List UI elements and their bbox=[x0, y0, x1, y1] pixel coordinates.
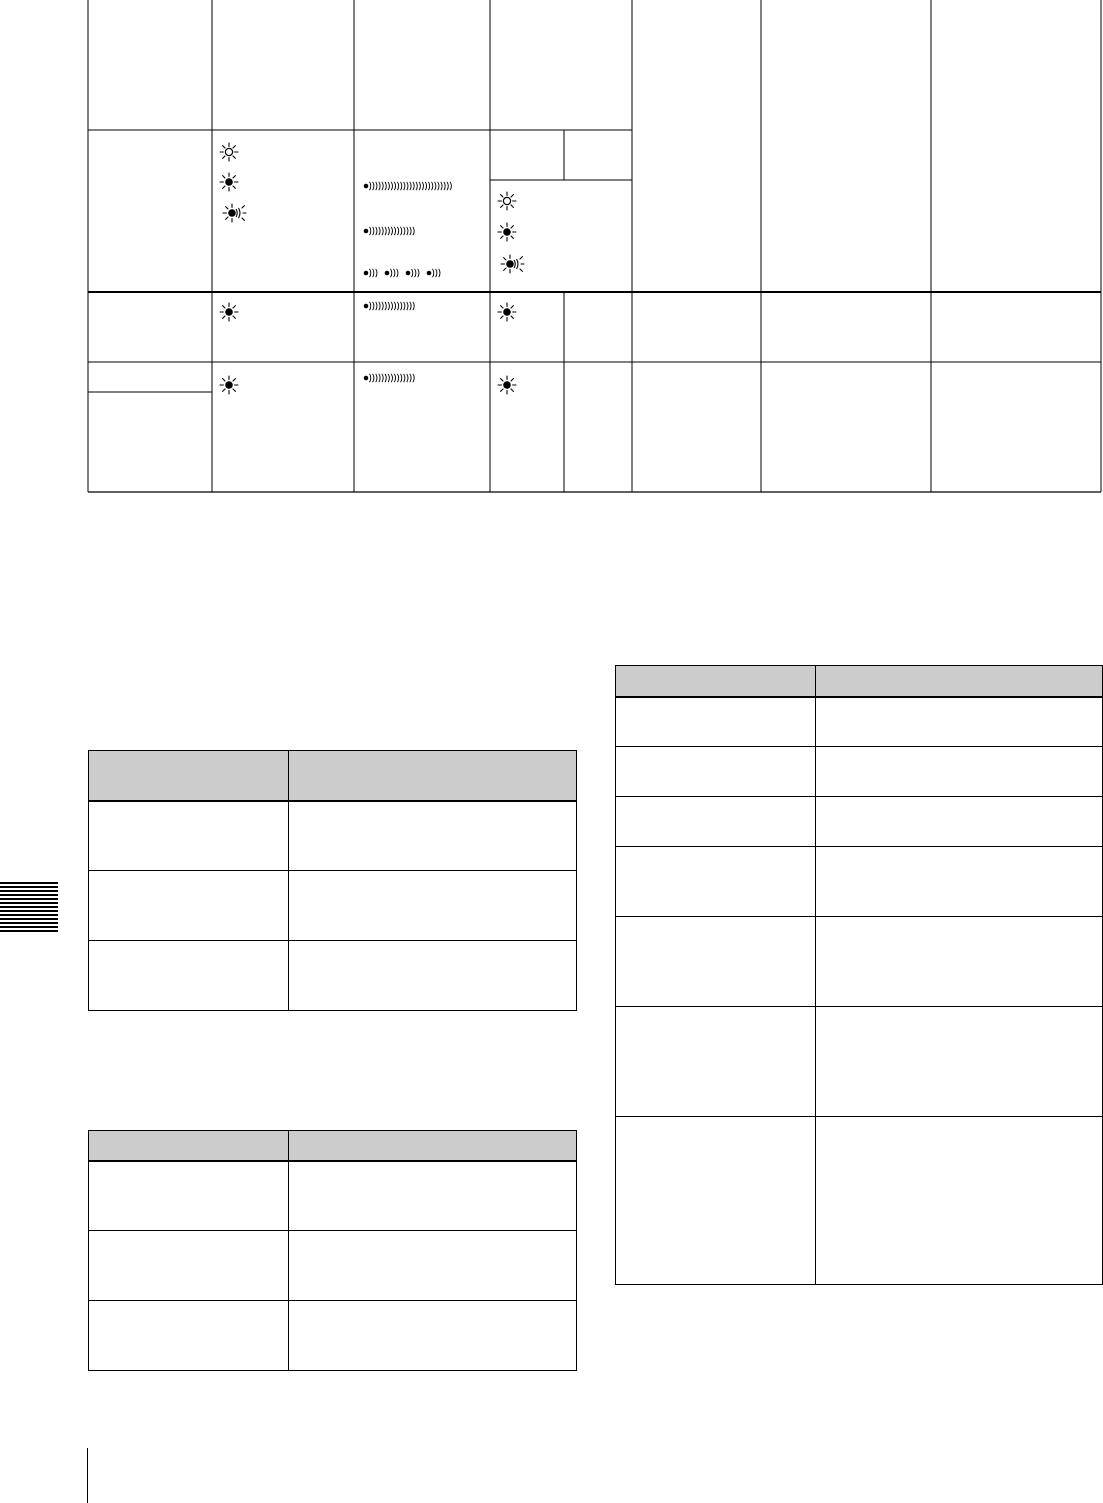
lamp-blink-icon bbox=[501, 255, 524, 273]
header-cell bbox=[289, 751, 577, 801]
table-cell bbox=[616, 747, 816, 797]
table-cell bbox=[816, 697, 1103, 747]
buzzer-intermittent-icon bbox=[427, 269, 440, 277]
table-cell bbox=[289, 941, 577, 1011]
table-cell bbox=[816, 1117, 1103, 1285]
buzzer-continuous-icon bbox=[364, 227, 414, 235]
buzzer-continuous-icon bbox=[364, 302, 414, 310]
table-cell bbox=[89, 1301, 289, 1371]
header-cell bbox=[89, 1131, 289, 1161]
lamp-on-icon bbox=[220, 376, 238, 394]
table-cell bbox=[89, 1231, 289, 1301]
table-cell bbox=[289, 1301, 577, 1371]
left-top-table bbox=[88, 750, 577, 1011]
table-cell bbox=[289, 801, 577, 871]
lamp-on-icon bbox=[498, 376, 516, 394]
table-cell bbox=[289, 1231, 577, 1301]
lamp-on-icon bbox=[220, 303, 238, 321]
buzzer-intermittent-icon bbox=[406, 269, 419, 277]
alarm-matrix-table bbox=[0, 0, 1103, 500]
lamp-on-icon bbox=[498, 303, 516, 321]
table-cell bbox=[289, 871, 577, 941]
left-bottom-table bbox=[88, 1130, 577, 1371]
header-cell bbox=[289, 1131, 577, 1161]
table-cell bbox=[89, 941, 289, 1011]
buzzer-intermittent-icon bbox=[385, 269, 398, 277]
lamp-off-icon bbox=[498, 192, 516, 210]
table-cell bbox=[816, 747, 1103, 797]
table-cell bbox=[89, 871, 289, 941]
right-table bbox=[615, 665, 1103, 1285]
table-cell bbox=[816, 847, 1103, 917]
table-cell bbox=[816, 797, 1103, 847]
buzzer-continuous-long-icon bbox=[364, 182, 452, 190]
header-cell bbox=[616, 666, 816, 697]
header-cell bbox=[89, 751, 289, 801]
table-cell bbox=[616, 1007, 816, 1117]
buzzer-intermittent-icon bbox=[364, 269, 377, 277]
table-cell bbox=[816, 1007, 1103, 1117]
section-thumb-tab bbox=[0, 882, 58, 934]
lamp-on-icon bbox=[220, 173, 238, 191]
lamp-off-icon bbox=[220, 143, 238, 161]
table-cell bbox=[616, 797, 816, 847]
buzzer-continuous-icon bbox=[364, 374, 414, 382]
table-cell bbox=[616, 847, 816, 917]
table-cell bbox=[89, 1161, 289, 1231]
table-cell bbox=[616, 917, 816, 1007]
lamp-blink-icon bbox=[223, 204, 246, 222]
footer-rule bbox=[87, 1448, 88, 1503]
table-cell bbox=[89, 801, 289, 871]
table-cell bbox=[816, 917, 1103, 1007]
lamp-on-icon bbox=[498, 223, 516, 241]
header-cell bbox=[816, 666, 1103, 697]
table-cell bbox=[289, 1161, 577, 1231]
table-cell bbox=[616, 1117, 816, 1285]
table-cell bbox=[616, 697, 816, 747]
